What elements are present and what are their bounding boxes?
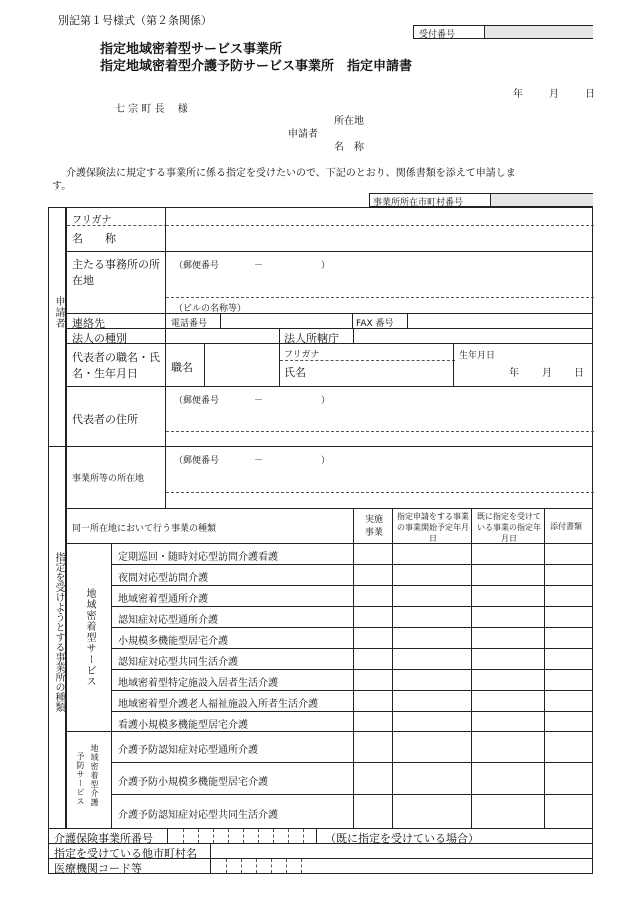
corp-authority-field[interactable] xyxy=(353,328,593,344)
service-name: 定期巡回・随時対応型訪問介護看護 xyxy=(118,552,278,563)
rep-address-label: 代表者の住所 xyxy=(72,413,138,426)
medical-code-label-cell xyxy=(48,858,211,874)
phone-label: 電話番号 xyxy=(171,319,208,329)
digit-separator xyxy=(183,829,184,843)
birth-date-label: 生年月日 xyxy=(459,351,496,361)
date-month: 月 xyxy=(549,89,559,100)
digit-separator xyxy=(286,859,287,873)
existing-date-cell[interactable] xyxy=(471,648,545,670)
existing-date-cell[interactable] xyxy=(471,669,545,691)
service-name-cell xyxy=(111,627,354,649)
building-name-label: （ビルの名称等） xyxy=(174,304,247,314)
service-name: 認知症対応型共同生活介護 xyxy=(118,657,238,668)
service-name: 認知症対応型通所介護 xyxy=(118,615,218,626)
service-type-header xyxy=(66,508,354,544)
corp-type-field[interactable] xyxy=(165,328,280,344)
service-name-cell xyxy=(111,648,354,670)
receipt-number-field[interactable] xyxy=(484,26,593,38)
group1-label: 地域密着型サービス xyxy=(84,588,95,687)
company-name-field[interactable] xyxy=(165,207,593,252)
postal-prefix: （郵便番号 xyxy=(174,396,220,406)
services-side-label: 指定を受けようとする事業所の種類 xyxy=(53,552,64,712)
birth-date-field[interactable] xyxy=(453,343,593,387)
service-name: 地域密着型通所介護 xyxy=(118,594,208,605)
divider xyxy=(67,225,167,226)
docs-header xyxy=(544,508,593,544)
service-name-cell xyxy=(111,690,354,712)
service-name: 夜間対応型訪問介護 xyxy=(118,573,208,584)
contact-label: 連絡先 xyxy=(72,317,105,330)
start-date-cell[interactable] xyxy=(392,669,472,691)
start-date-cell[interactable] xyxy=(392,794,472,829)
rep-address-field[interactable] xyxy=(165,386,593,447)
existing-date-cell[interactable] xyxy=(471,543,545,565)
existing-date-cell[interactable] xyxy=(471,564,545,586)
birth-day-label: 日 xyxy=(574,368,584,379)
rep-info-label: 代表者の職名・氏名・生年月日 xyxy=(72,351,160,380)
position-label: 職名 xyxy=(171,361,193,374)
other-municipality-label: 指定を受けている他市町村名 xyxy=(54,847,197,860)
digit-separator xyxy=(301,859,302,873)
applicant-label: 申請者 xyxy=(288,129,318,140)
service-name: 介護予防小規模多機能型居宅介護 xyxy=(118,777,268,788)
existing-date-cell[interactable] xyxy=(471,627,545,649)
date-day: 日 xyxy=(585,89,595,100)
start-date-cell[interactable] xyxy=(392,585,472,607)
name-label-cell xyxy=(66,207,166,252)
office-location-label-cell xyxy=(66,251,166,314)
impl-cell[interactable] xyxy=(353,606,393,628)
municipal-number-field[interactable] xyxy=(490,194,593,206)
form-number-label: 別記第１号様式（第２条関係） xyxy=(58,14,212,27)
existing-date-cell[interactable] xyxy=(471,762,545,795)
existing-date-cell[interactable] xyxy=(471,585,545,607)
rep-address-label-cell xyxy=(66,386,166,447)
postal-suffix: ） xyxy=(321,261,331,271)
start-date-cell[interactable] xyxy=(392,648,472,670)
service-name-cell xyxy=(111,711,354,732)
impl-header-label: 実施事業 xyxy=(364,515,383,538)
company-name-label: 名 称 xyxy=(72,232,116,245)
service-name-cell xyxy=(111,585,354,607)
rep-name-field[interactable] xyxy=(279,343,454,387)
existing-date-cell[interactable] xyxy=(471,606,545,628)
group2-label-b: 地域密着型介護 xyxy=(90,744,99,807)
corp-type-label: 法人の種別 xyxy=(72,332,127,345)
start-date-cell[interactable] xyxy=(392,564,472,586)
group1-label-cell xyxy=(66,543,112,732)
postal-dash: － xyxy=(254,396,264,406)
digit-separator xyxy=(213,829,214,843)
service-name: 介護予防認知症対応型共同生活介護 xyxy=(118,810,278,821)
service-name-cell xyxy=(111,794,354,829)
impl-cell[interactable] xyxy=(353,711,393,732)
corp-type-label-cell xyxy=(66,328,166,344)
municipal-number-label: 事業所所在市町村番号 xyxy=(373,198,464,208)
phone-label-cell xyxy=(165,313,221,329)
service-name: 地域密着型特定施設入居者生活介護 xyxy=(118,678,278,689)
intro-text-cont: す。 xyxy=(52,181,72,192)
office-location-label: 主たる事務所の所在地 xyxy=(72,258,160,287)
divider xyxy=(166,297,594,298)
divider xyxy=(280,360,455,361)
corp-authority-label-cell xyxy=(279,328,354,344)
group2-label-a: 予防サービス xyxy=(76,752,85,806)
impl-cell[interactable] xyxy=(353,627,393,649)
docs-cell[interactable] xyxy=(544,627,593,649)
existing-date-header xyxy=(471,508,545,544)
docs-cell[interactable] xyxy=(544,711,593,732)
fax-label: FAX 番号 xyxy=(356,319,394,329)
digit-separator xyxy=(241,859,242,873)
position-label-cell xyxy=(165,343,205,387)
service-location-label-cell xyxy=(66,446,166,509)
digit-separator xyxy=(226,859,227,873)
docs-cell[interactable] xyxy=(544,543,593,565)
service-name: 介護予防認知症対応型通所介護 xyxy=(118,745,258,756)
municipal-number-box xyxy=(369,193,593,207)
existing-date-cell[interactable] xyxy=(471,794,545,829)
birth-month-label: 月 xyxy=(542,368,552,379)
position-field[interactable] xyxy=(204,343,280,387)
postal-prefix: （郵便番号 xyxy=(174,261,220,271)
impl-cell[interactable] xyxy=(353,762,393,795)
docs-cell[interactable] xyxy=(544,669,593,691)
service-name-cell xyxy=(111,564,354,586)
service-name: 地域密着型介護老人福祉施設入所者生活介護 xyxy=(118,699,318,710)
impl-cell[interactable] xyxy=(353,731,393,763)
docs-cell[interactable] xyxy=(544,794,593,829)
services-side-cell xyxy=(48,446,66,829)
docs-cell[interactable] xyxy=(544,606,593,628)
digit-separator xyxy=(228,829,229,843)
postal-prefix: （郵便番号 xyxy=(174,456,220,466)
digit-separator xyxy=(303,829,304,843)
digit-separator xyxy=(273,829,274,843)
receipt-number-label: 受付番号 xyxy=(419,30,456,40)
start-date-cell[interactable] xyxy=(392,543,472,565)
already-note: （既に指定を受けている場合） xyxy=(325,832,479,845)
insurance-no-label-cell xyxy=(48,828,168,844)
start-date-cell[interactable] xyxy=(392,731,472,763)
postal-suffix: ） xyxy=(321,396,331,406)
service-name-cell xyxy=(111,606,354,628)
service-location-label: 事業所等の所在地 xyxy=(72,474,145,484)
digit-separator xyxy=(271,859,272,873)
fax-label-cell xyxy=(352,313,408,329)
service-name: 看護小規模多機能型居宅介護 xyxy=(118,720,248,731)
applicant-side-cell xyxy=(48,207,66,447)
existing-date-header-label: 既に指定を受けている事業の指定年月日 xyxy=(477,512,541,543)
docs-cell[interactable] xyxy=(544,731,593,763)
date-year: 年 xyxy=(513,89,523,100)
birth-year-label: 年 xyxy=(509,368,519,379)
impl-cell[interactable] xyxy=(353,543,393,565)
docs-cell[interactable] xyxy=(544,585,593,607)
start-date-header-label: 指定申請をする事業の事業開始予定年月日 xyxy=(397,512,469,543)
divider xyxy=(166,225,594,226)
start-date-cell[interactable] xyxy=(392,711,472,732)
impl-cell[interactable] xyxy=(353,648,393,670)
name-label: 名 称 xyxy=(334,142,364,153)
service-name: 小規模多機能型居宅介護 xyxy=(118,636,228,647)
docs-cell[interactable] xyxy=(544,648,593,670)
insurance-no-field[interactable] xyxy=(167,828,317,844)
start-date-cell[interactable] xyxy=(392,606,472,628)
postal-dash: － xyxy=(254,261,264,271)
start-date-cell[interactable] xyxy=(392,627,472,649)
impl-cell[interactable] xyxy=(353,585,393,607)
digit-separator xyxy=(256,859,257,873)
service-name-cell xyxy=(111,669,354,691)
receipt-number-box xyxy=(413,25,593,39)
docs-cell[interactable] xyxy=(544,762,593,795)
impl-cell[interactable] xyxy=(353,794,393,829)
impl-header xyxy=(353,508,393,544)
digit-separator xyxy=(258,829,259,843)
contact-label-cell xyxy=(66,313,166,329)
rep-name-label: 氏名 xyxy=(284,366,306,379)
docs-header-label: 添付書類 xyxy=(550,522,582,531)
service-name-cell xyxy=(111,762,354,795)
postal-suffix: ） xyxy=(321,456,331,466)
insurance-no-label: 介護保険事業所番号 xyxy=(54,832,153,845)
impl-cell[interactable] xyxy=(353,690,393,712)
start-date-header xyxy=(392,508,472,544)
group2-label-cell xyxy=(66,731,112,829)
medical-code-label: 医療機関コード等 xyxy=(54,862,142,875)
digit-separator xyxy=(288,829,289,843)
service-name-cell xyxy=(111,731,354,763)
existing-date-cell[interactable] xyxy=(471,690,545,712)
existing-date-cell[interactable] xyxy=(471,711,545,732)
location-label: 所在地 xyxy=(334,116,364,127)
service-name-cell xyxy=(111,543,354,565)
existing-date-cell[interactable] xyxy=(471,731,545,763)
corp-authority-label: 法人所轄庁 xyxy=(284,332,339,345)
divider xyxy=(166,492,594,493)
furigana-label: フリガナ xyxy=(72,215,112,226)
digit-separator xyxy=(243,829,244,843)
title-line-2: 指定地域密着型介護予防サービス事業所 指定申請書 xyxy=(100,59,413,74)
already-note-cell xyxy=(316,828,593,844)
fax-field[interactable] xyxy=(407,313,593,329)
start-date-cell[interactable] xyxy=(392,690,472,712)
docs-cell[interactable] xyxy=(544,564,593,586)
docs-cell[interactable] xyxy=(544,690,593,712)
impl-cell[interactable] xyxy=(353,669,393,691)
digit-separator xyxy=(198,829,199,843)
rep-furigana-label: フリガナ xyxy=(284,350,320,360)
other-municipality-field[interactable] xyxy=(210,843,593,859)
medical-code-field[interactable] xyxy=(210,858,593,874)
start-date-cell[interactable] xyxy=(392,762,472,795)
postal-dash: － xyxy=(254,456,264,466)
title-line-1: 指定地域密着型サービス事業所 xyxy=(100,42,283,57)
applicant-side-label: 申請者 xyxy=(53,296,64,329)
service-type-header-label: 同一所在地において行う事業の種類 xyxy=(72,524,217,534)
office-location-field[interactable] xyxy=(165,251,593,314)
phone-field[interactable] xyxy=(220,313,353,329)
addressee: 七 宗 町 長 様 xyxy=(115,104,188,115)
other-municipality-label-cell xyxy=(48,843,211,859)
impl-cell[interactable] xyxy=(353,564,393,586)
service-location-field[interactable] xyxy=(165,446,593,509)
divider xyxy=(166,431,594,432)
intro-text: 介護保険法に規定する事業所に係る指定を受けたいので、下記のとおり、関係書類を添えて申請しま xyxy=(66,168,516,179)
rep-info-label-cell xyxy=(66,343,166,387)
